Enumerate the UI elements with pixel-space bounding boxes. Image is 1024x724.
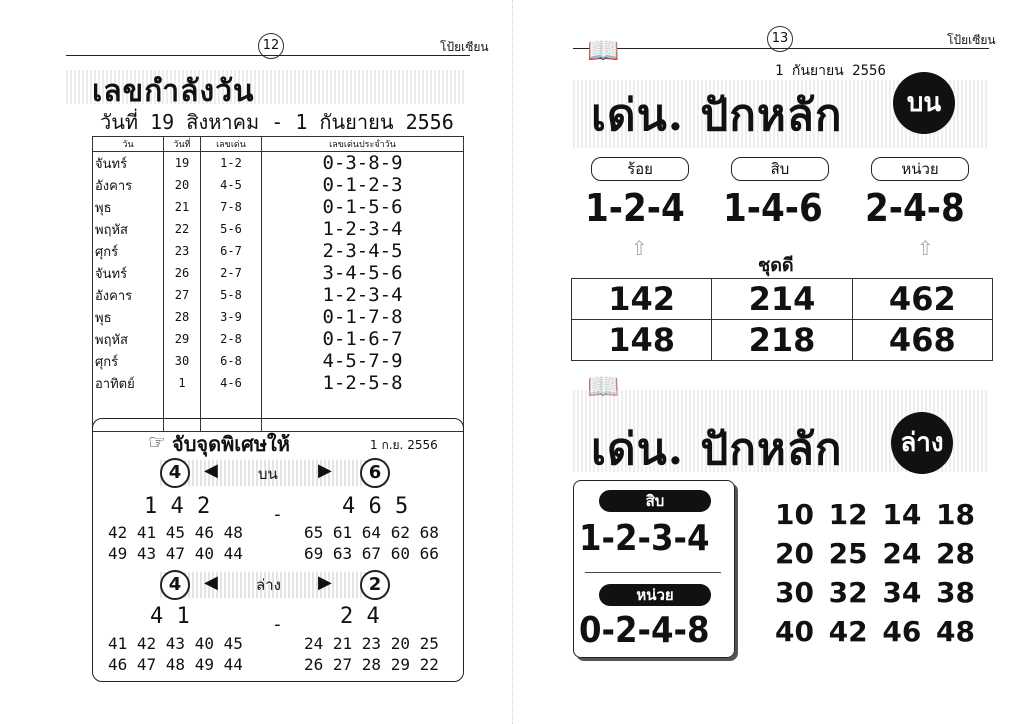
table-row bbox=[93, 218, 464, 240]
lower-right-row-2: 26 27 28 29 22 bbox=[304, 655, 439, 674]
arrow-left-icon: ◀ bbox=[204, 572, 218, 593]
lead-number-cell: 4-5 bbox=[201, 174, 262, 196]
date-range-subtitle: วันที่ 19 สิงหาคม - 1 กันยายน 2556 bbox=[100, 110, 454, 134]
table-row bbox=[93, 152, 464, 175]
column-header-date: วันที่ bbox=[164, 137, 201, 152]
pairs-row bbox=[775, 576, 975, 615]
daily-number-cell: 1-2-3-4 bbox=[262, 218, 464, 240]
set-cell: 468 bbox=[852, 320, 992, 361]
lower-left-row-2: 46 47 48 49 44 bbox=[108, 655, 243, 674]
lower-left-digit: 4 bbox=[160, 570, 190, 600]
lead-number-cell: 3-9 bbox=[201, 306, 262, 328]
empty-row bbox=[93, 394, 464, 413]
upper-badge: บน bbox=[893, 72, 955, 134]
date-cell: 28 bbox=[164, 306, 201, 328]
day-cell: ศุกร์ bbox=[93, 240, 164, 262]
pair-number: 14 bbox=[882, 498, 922, 531]
daily-number-cell: 2-3-4-5 bbox=[262, 240, 464, 262]
upper-dash: - bbox=[272, 504, 283, 525]
upper-right-row-1: 65 61 64 62 68 bbox=[304, 523, 439, 542]
date-cell: 29 bbox=[164, 328, 201, 350]
column-header-lead: เลขเด่น bbox=[201, 137, 262, 152]
lower-section-title: เด่น. ปักหลัก bbox=[591, 424, 843, 475]
pointing-hand-icon: ☞ bbox=[148, 430, 166, 454]
day-cell: พุธ bbox=[93, 306, 164, 328]
set-cell: 218 bbox=[712, 320, 852, 361]
lead-number-cell: 4-6 bbox=[201, 372, 262, 394]
set-cell: 142 bbox=[572, 279, 712, 320]
pair-number: 25 bbox=[828, 537, 868, 570]
divider bbox=[585, 572, 721, 573]
table-row bbox=[93, 284, 464, 306]
brand-name: โป้ยเซียน bbox=[440, 40, 489, 54]
pair-number: 42 bbox=[828, 615, 868, 648]
lead-number-cell: 2-8 bbox=[201, 328, 262, 350]
header-rule bbox=[66, 55, 470, 56]
upper-label: บน bbox=[258, 465, 278, 483]
table-row bbox=[93, 350, 464, 372]
brand-name: โป้ยเซียน bbox=[947, 33, 996, 47]
table-row bbox=[93, 306, 464, 328]
pair-number: 12 bbox=[828, 498, 868, 531]
tens-label: สิบ bbox=[599, 490, 711, 512]
pair-number: 10 bbox=[775, 498, 814, 531]
page-number: 13 bbox=[767, 26, 793, 52]
lead-number-cell: 5-8 bbox=[201, 284, 262, 306]
arrow-right-icon: ▶ bbox=[318, 572, 332, 593]
pair-number: 48 bbox=[936, 615, 975, 648]
day-cell: พฤหัส bbox=[93, 328, 164, 350]
position-label-units: หน่วย bbox=[871, 157, 969, 181]
pairs-row bbox=[775, 537, 975, 576]
day-cell: อังคาร bbox=[93, 174, 164, 196]
set-cell: 148 bbox=[572, 320, 712, 361]
lower-right-main: 2 4 bbox=[340, 604, 380, 629]
day-cell: ศุกร์ bbox=[93, 350, 164, 372]
pairs-row bbox=[775, 498, 975, 537]
set-cell: 214 bbox=[712, 279, 852, 320]
pair-number: 46 bbox=[882, 615, 922, 648]
upper-right-digit: 6 bbox=[360, 458, 390, 488]
empty-cell bbox=[164, 394, 201, 413]
day-cell: อังคาร bbox=[93, 284, 164, 306]
day-cell: อาทิตย์ bbox=[93, 372, 164, 394]
lead-number-cell: 7-8 bbox=[201, 196, 262, 218]
table-row bbox=[93, 262, 464, 284]
pair-number: 30 bbox=[775, 576, 814, 609]
daily-number-cell: 0-3-8-9 bbox=[262, 152, 464, 175]
lead-number-cell: 6-8 bbox=[201, 350, 262, 372]
lower-left-main: 4 1 bbox=[150, 604, 190, 629]
position-digits-hundreds: 1-2-4 bbox=[585, 186, 685, 230]
table-row bbox=[93, 174, 464, 196]
pair-number: 38 bbox=[936, 576, 975, 609]
date-cell: 27 bbox=[164, 284, 201, 306]
daily-number-cell: 1-2-3-4 bbox=[262, 284, 464, 306]
pairs-grid bbox=[775, 498, 975, 654]
date-cell: 21 bbox=[164, 196, 201, 218]
upper-left-row-1: 42 41 45 46 48 bbox=[108, 523, 243, 542]
upper-section-title: เด่น. ปักหลัก bbox=[591, 90, 843, 141]
lead-number-cell: 6-7 bbox=[201, 240, 262, 262]
lower-right-digit: 2 bbox=[360, 570, 390, 600]
pair-number: 20 bbox=[775, 537, 814, 570]
daily-number-cell: 0-1-6-7 bbox=[262, 328, 464, 350]
page-title: เลขกำลังวัน bbox=[92, 74, 255, 109]
pair-number: 40 bbox=[775, 615, 814, 648]
day-cell: จันทร์ bbox=[93, 262, 164, 284]
date-cell: 1 bbox=[164, 372, 201, 394]
lower-label: ล่าง bbox=[256, 576, 281, 594]
pairs-row bbox=[775, 615, 975, 654]
upper-left-row-2: 49 43 47 40 44 bbox=[108, 544, 243, 563]
page-number: 12 bbox=[258, 33, 284, 59]
position-label-tens: สิบ bbox=[731, 157, 829, 181]
lower-badge: ล่าง bbox=[891, 412, 953, 474]
column-header-daily: เลขเด่นประจำวัน bbox=[262, 137, 464, 152]
daily-number-cell: 3-4-5-6 bbox=[262, 262, 464, 284]
date-cell: 26 bbox=[164, 262, 201, 284]
date-cell: 30 bbox=[164, 350, 201, 372]
table-row bbox=[93, 240, 464, 262]
arrow-right-icon: ▶ bbox=[318, 460, 332, 481]
empty-cell bbox=[262, 394, 464, 413]
good-sets-label: ชุดดี bbox=[758, 255, 794, 276]
pair-number: 32 bbox=[828, 576, 868, 609]
position-digits-tens: 1-4-6 bbox=[723, 186, 823, 230]
up-arrow-icon: ⇧ bbox=[917, 236, 934, 260]
daily-numbers-table bbox=[92, 136, 464, 432]
date-cell: 22 bbox=[164, 218, 201, 240]
daily-number-cell: 0-1-5-6 bbox=[262, 196, 464, 218]
day-cell: พฤหัส bbox=[93, 218, 164, 240]
daily-number-cell: 1-2-5-8 bbox=[262, 372, 464, 394]
lead-number-cell: 1-2 bbox=[201, 152, 262, 175]
tens-digits: 1-2-3-4 bbox=[579, 518, 710, 559]
table-row bbox=[93, 196, 464, 218]
upper-left-digit: 4 bbox=[160, 458, 190, 488]
right-page bbox=[512, 0, 1024, 724]
units-label: หน่วย bbox=[599, 584, 711, 606]
column-header-day: วัน bbox=[93, 137, 164, 152]
empty-cell bbox=[93, 394, 164, 413]
lower-right-row-1: 24 21 23 20 25 bbox=[304, 634, 439, 653]
special-date: 1 ก.ย. 2556 bbox=[370, 438, 438, 452]
position-digits-units: 2-4-8 bbox=[865, 186, 965, 230]
lower-dash: - bbox=[272, 614, 283, 635]
day-cell: พุธ bbox=[93, 196, 164, 218]
up-arrow-icon: ⇧ bbox=[631, 236, 648, 260]
position-label-hundreds: ร้อย bbox=[591, 157, 689, 181]
pair-number: 18 bbox=[936, 498, 975, 531]
daily-number-cell: 0-1-2-3 bbox=[262, 174, 464, 196]
upper-right-row-2: 69 63 67 60 66 bbox=[304, 544, 439, 563]
table-row bbox=[93, 372, 464, 394]
pair-number: 34 bbox=[882, 576, 922, 609]
table-row bbox=[93, 328, 464, 350]
pair-number: 24 bbox=[882, 537, 922, 570]
date-cell: 19 bbox=[164, 152, 201, 175]
issue-date: 1 กันยายน 2556 bbox=[775, 63, 886, 79]
lead-number-cell: 5-6 bbox=[201, 218, 262, 240]
day-cell: จันทร์ bbox=[93, 152, 164, 175]
open-book-icon: 📖 bbox=[587, 36, 620, 66]
special-title: จับจุดพิเศษให้ bbox=[172, 432, 290, 456]
units-digits: 0-2-4-8 bbox=[579, 610, 710, 651]
date-cell: 23 bbox=[164, 240, 201, 262]
date-cell: 20 bbox=[164, 174, 201, 196]
set-cell: 462 bbox=[852, 279, 992, 320]
good-sets-table bbox=[571, 278, 993, 361]
lead-number-cell: 2-7 bbox=[201, 262, 262, 284]
pair-number: 28 bbox=[936, 537, 975, 570]
header-rule bbox=[573, 48, 989, 49]
empty-cell bbox=[201, 394, 262, 413]
open-book-icon: 📖 bbox=[587, 372, 620, 402]
arrow-left-icon: ◀ bbox=[204, 460, 218, 481]
lower-left-row-1: 41 42 43 40 45 bbox=[108, 634, 243, 653]
upper-right-main: 4 6 5 bbox=[342, 494, 409, 519]
daily-number-cell: 4-5-7-9 bbox=[262, 350, 464, 372]
upper-left-main: 1 4 2 bbox=[144, 494, 211, 519]
daily-number-cell: 0-1-7-8 bbox=[262, 306, 464, 328]
